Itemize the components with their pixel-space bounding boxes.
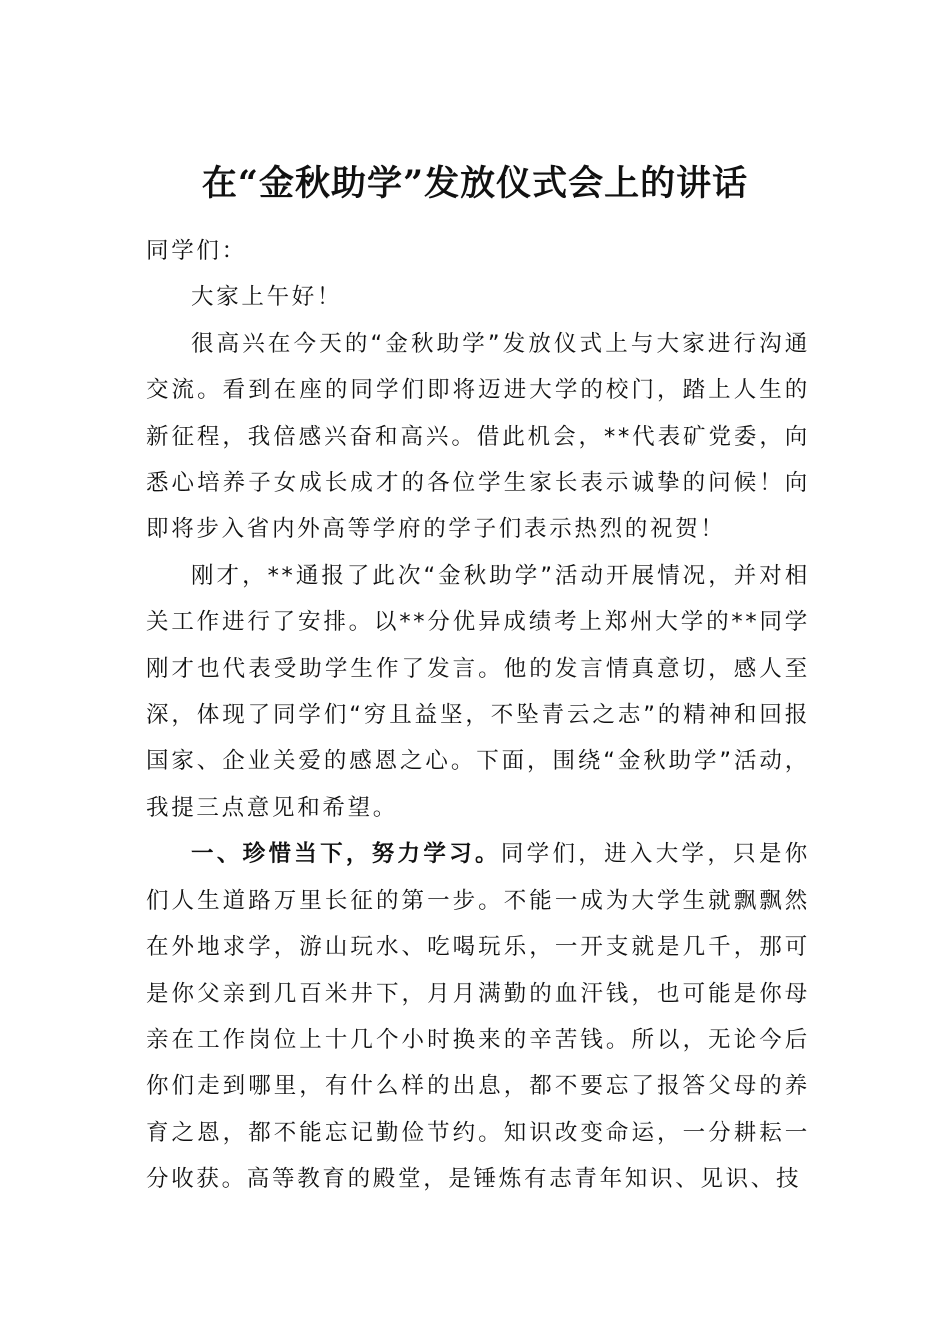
section-one-heading: 一、珍惜当下，努力学习。 (191, 841, 501, 868)
paragraph-greeting: 大家上午好！ (191, 284, 343, 311)
salutation: 同学们： (146, 238, 247, 264)
document-body (146, 228, 810, 1203)
paragraph-section-one (146, 831, 810, 1202)
document-title: 在“金秋助学”发放仪式会上的讲话 (201, 163, 749, 204)
paragraph-introduction: 很高兴在今天的“金秋助学”发放仪式上与大家进行沟通交流。看到在座的同学们即将迈进大学的校门，踏上人生的新征程，我倍感兴奋和高兴。借此机会，**代表矿党委，向悉心培养子女成长成才的各位学生家长表示诚挚的问候！向即将步入省内外高等学府的学子们表示热烈的祝贺！ (146, 330, 810, 543)
paragraph-activity-report: 刚才，**通报了此次“金秋助学”活动开展情况，并对相关工作进行了安排。以**分优异成绩考上郑州大学的**同学刚才也代表受助学生作了发言。他的发言情真意切，感人至深，体现了同学们“穷且益坚，不坠青云之志”的精神和回报国家、企业关爱的感恩之心。下面，围绕“金秋助学”活动，我提三点意见和希望。 (146, 562, 810, 821)
section-one-text: 同学们，进入大学，只是你们人生道路万里长征的第一步。不能一成为大学生就飘飘然在外地求学，游山玩水、吃喝玩乐，一开支就是几千，那可是你父亲到几百米井下，月月满勤的血汗钱，也可能是你母亲在工作岗位上十几个小时换来的辛苦钱。所以，无论今后你们走到哪里，有什么样的出息，都不要忘了报答父母的养育之恩，都不能忘记勤俭节约。知识改变命运，一分耕耘一分收获。高等教育的殿堂，是锤炼有志青年知识、见识、技 (146, 841, 810, 1193)
